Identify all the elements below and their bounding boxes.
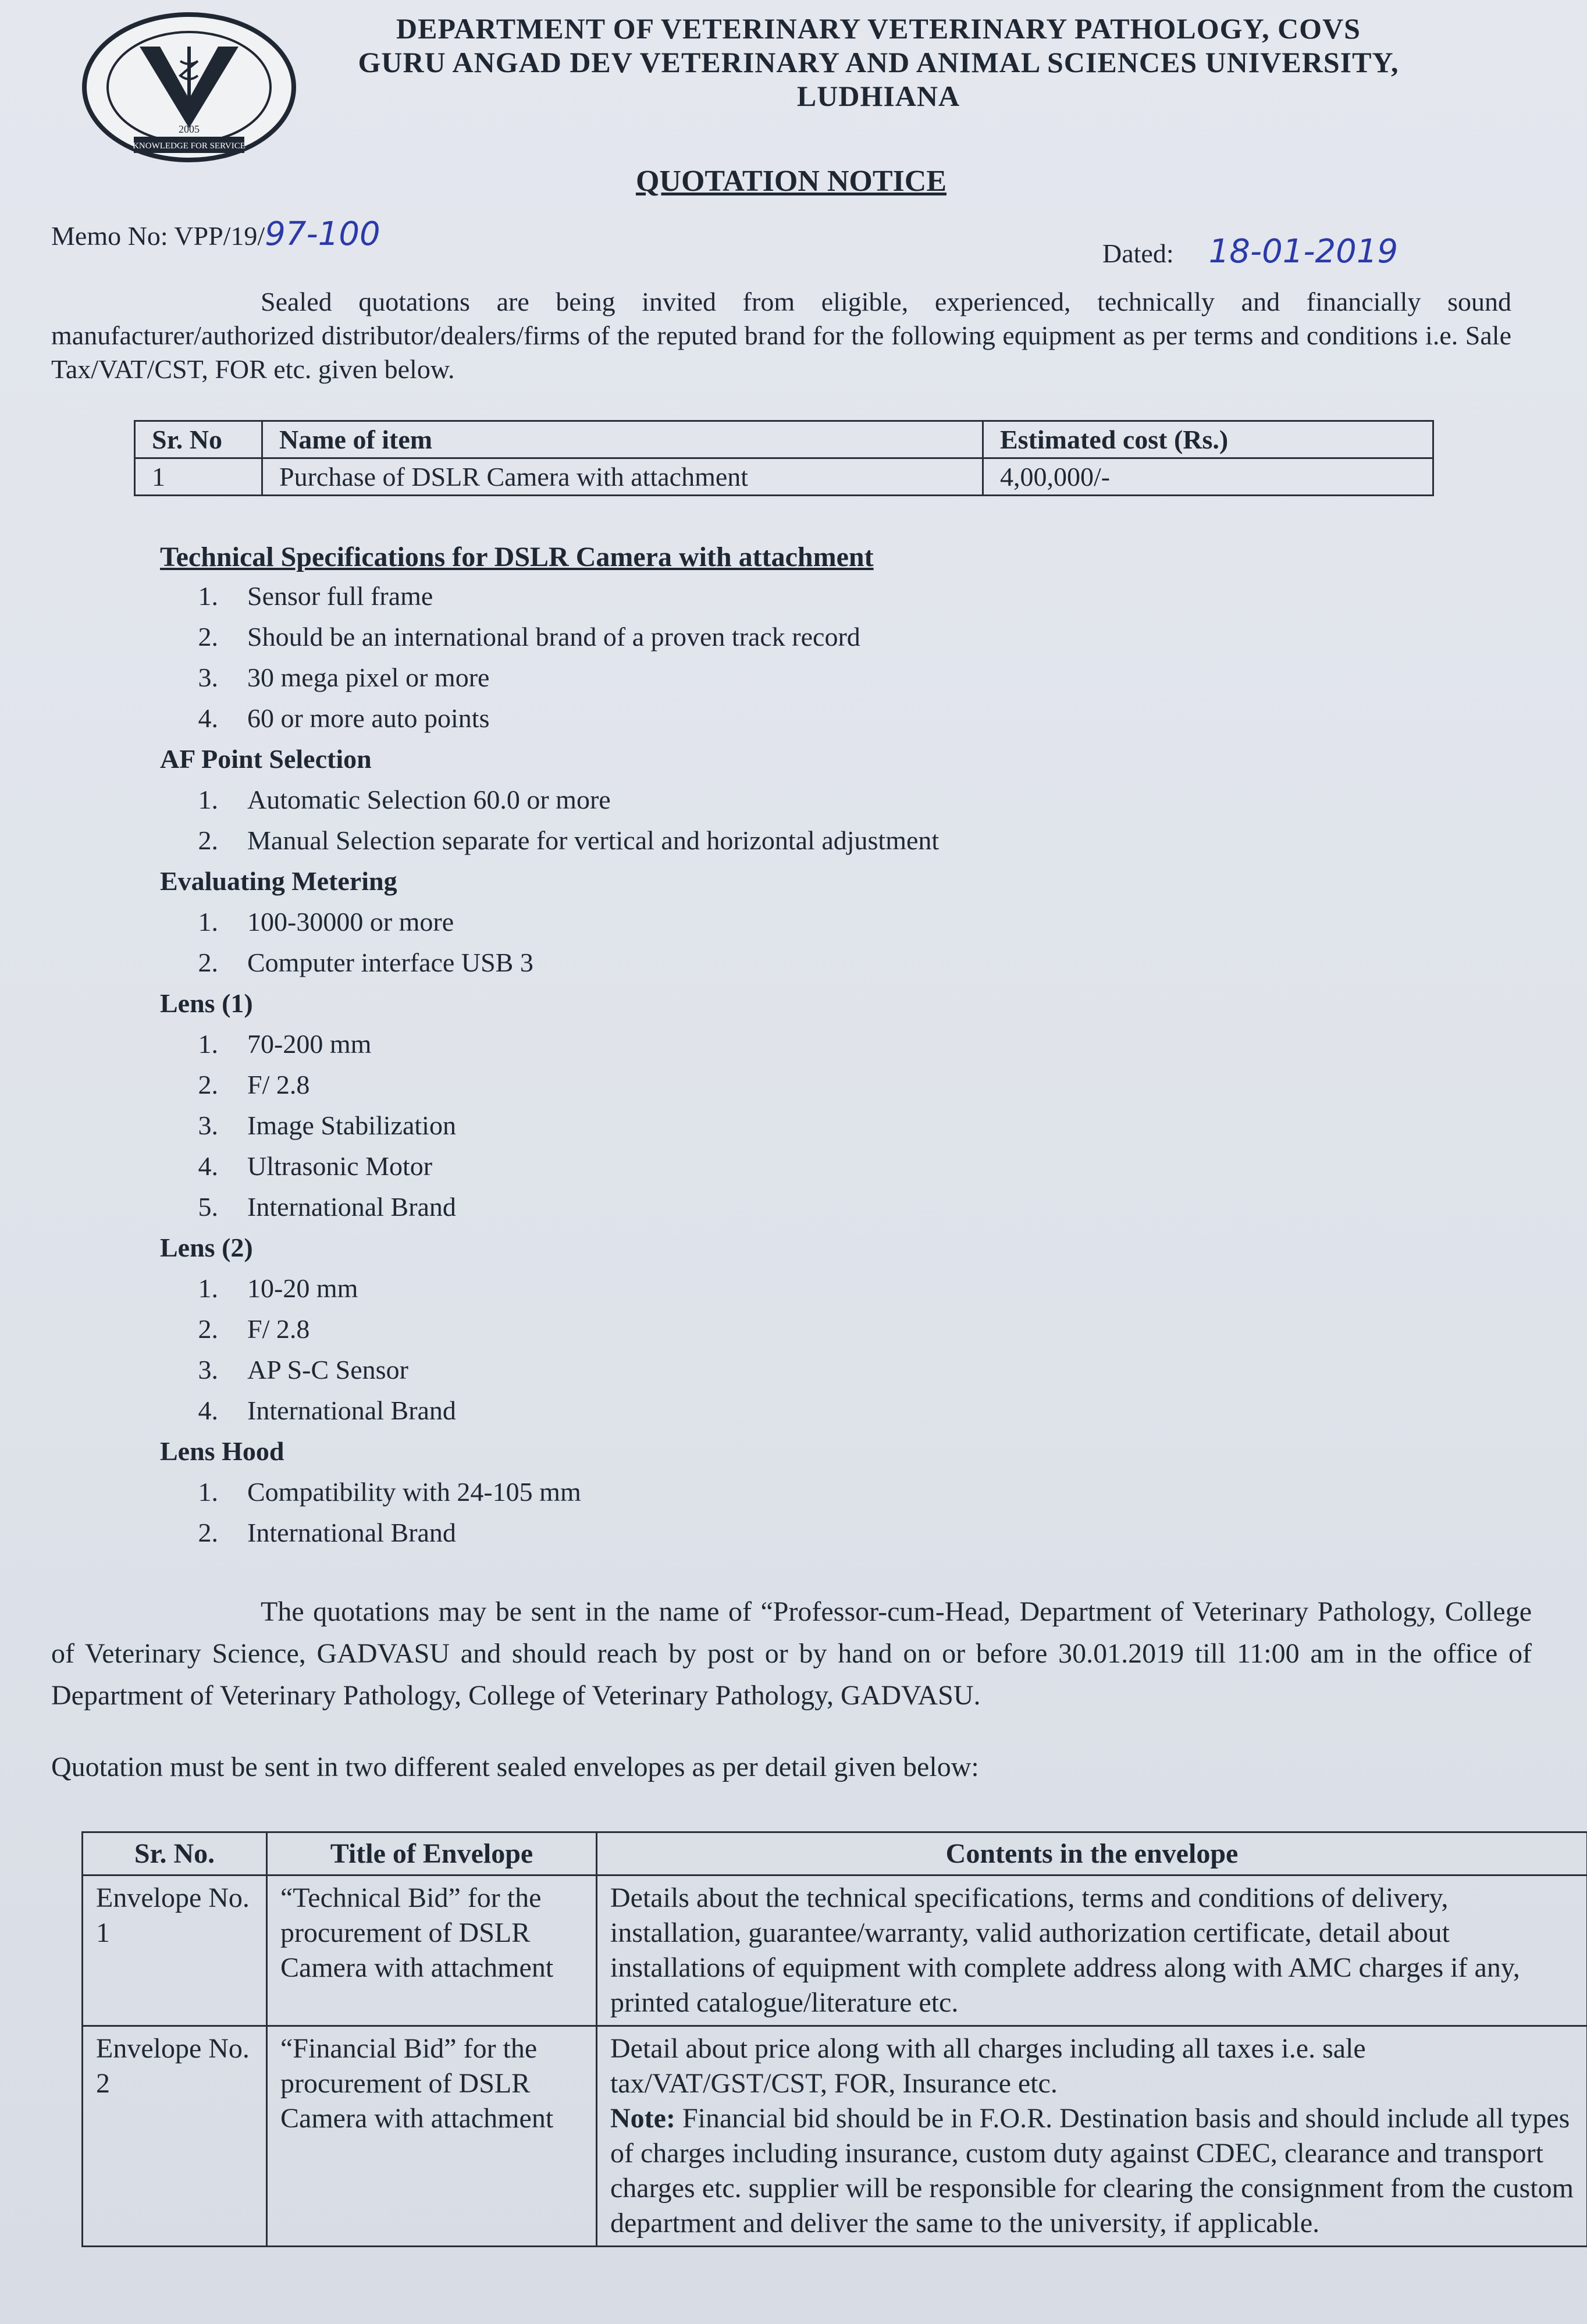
list-item: 4. Ultrasonic Motor bbox=[198, 1151, 433, 1181]
dated bbox=[1102, 233, 1398, 271]
memo-number bbox=[51, 215, 380, 253]
envelope-1-contents: Details about the technical specifications, terms and conditions of delivery, installation, guarantee/warranty, valid authorization certificate, detail about installations of equipment with complete address along with AMC charges if any, printed catalogue/literature etc. bbox=[597, 1875, 1587, 2026]
items-header-name: Name of item bbox=[262, 421, 983, 458]
envelope-2-contents: Detail about price along with all charges including all taxes i.e. sale tax/VAT/GST/CST, FOR, Insurance etc. bbox=[610, 2033, 1366, 2099]
university-logo bbox=[79, 12, 300, 175]
table-row bbox=[83, 1875, 1587, 2026]
list-item: 1. 100-30000 or more bbox=[198, 907, 454, 937]
envelope-1-title: “Technical Bid” for the procurement of DSLR Camera with attachment bbox=[267, 1875, 597, 2026]
section-heading-lens-1: Lens (1) bbox=[160, 988, 253, 1018]
logo-year: 2005 bbox=[179, 123, 200, 135]
intro-paragraph: Sealed quotations are being invited from eligible, experienced, technically and financially sound manufacturer/authorized distributor/dealers/firms of the reputed brand for the following equipment as per terms and conditions i.e. Sale Tax/VAT/CST, FOR etc. given below. bbox=[51, 287, 1511, 384]
list-item: 2. F/ 2.8 bbox=[198, 1070, 310, 1099]
envelope-header-sr: Sr. No. bbox=[83, 1832, 267, 1875]
list-item: 1. Automatic Selection 60.0 or more bbox=[198, 785, 611, 814]
section-heading-af-point: AF Point Selection bbox=[160, 744, 372, 774]
note-label: Note: bbox=[610, 2103, 675, 2134]
envelope-header-title: Title of Envelope bbox=[267, 1832, 597, 1875]
list-item: 1. 10-20 mm bbox=[198, 1273, 358, 1303]
envelope-1-sr: Envelope No. 1 bbox=[83, 1875, 267, 2026]
section-heading-lens-hood: Lens Hood bbox=[160, 1436, 284, 1466]
list-item: 2. Should be an international brand of a proven track record bbox=[198, 622, 860, 652]
envelope-2-note bbox=[610, 2101, 1574, 2241]
items-cell-cost: 4,00,000/- bbox=[983, 458, 1433, 496]
logo-motto: KNOWLEDGE FOR SERVICE bbox=[133, 141, 245, 151]
list-item: 5. International Brand bbox=[198, 1192, 456, 1222]
list-item: 1. 70-200 mm bbox=[198, 1029, 372, 1059]
header-line-3: LUDHIANA bbox=[796, 80, 960, 112]
header-line-2: GURU ANGAD DEV VETERINARY AND ANIMAL SCIENCES UNIVERSITY, bbox=[358, 46, 1399, 79]
dated-handwritten-value: 18-01-2019 bbox=[1208, 233, 1399, 271]
list-item: 2. Computer interface USB 3 bbox=[198, 948, 533, 977]
memo-label: Memo No: VPP/19/ bbox=[51, 221, 265, 251]
list-item: 3. Image Stabilization bbox=[198, 1111, 456, 1140]
section-heading-lens-2: Lens (2) bbox=[160, 1233, 253, 1262]
table-row bbox=[83, 2026, 1587, 2247]
list-item: 1. Sensor full frame bbox=[198, 581, 433, 611]
table-row bbox=[135, 458, 1433, 496]
note-text: Financial bid should be in F.O.R. Destination basis and should include all types of charges including insurance, custom duty against CDEC, clearance and transport charges etc. supplier will be responsible for clearing the consignment from the custom department and deliver the same to the university, if applicable. bbox=[610, 2103, 1574, 2238]
items-table bbox=[134, 420, 1434, 496]
envelope-2-title: “Financial Bid” for the procurement of DSLR Camera with attachment bbox=[267, 2026, 597, 2247]
notice-title: QUOTATION NOTICE bbox=[635, 165, 947, 198]
envelope-2-sr: Envelope No. 2 bbox=[83, 2026, 267, 2247]
list-item: 2. Manual Selection separate for vertical and horizontal adjustment bbox=[198, 825, 940, 855]
dated-label: Dated: bbox=[1102, 239, 1174, 268]
items-cell-sr: 1 bbox=[135, 458, 262, 496]
envelope-header-contents: Contents in the envelope bbox=[597, 1832, 1587, 1875]
envelope-2-contents-cell bbox=[597, 2026, 1587, 2247]
list-item: 2. F/ 2.8 bbox=[198, 1314, 310, 1344]
list-item: 4. 60 or more auto points bbox=[198, 703, 490, 733]
envelope-table bbox=[81, 1831, 1587, 2247]
spec-title: Technical Specifications for DSLR Camera with attachment bbox=[160, 542, 874, 572]
items-header-cost: Estimated cost (Rs.) bbox=[983, 421, 1433, 458]
items-header-sr: Sr. No bbox=[135, 421, 262, 458]
list-item: 3. AP S-C Sensor bbox=[198, 1355, 408, 1385]
list-item: 2. International Brand bbox=[198, 1518, 456, 1547]
list-item: 1. Compatibility with 24-105 mm bbox=[198, 1477, 581, 1507]
submission-paragraph: The quotations may be sent in the name of “Professor-cum-Head, Department of Veterinary Pathology, College of Veterinary Science, GADVASU and should reach by post or by hand on or before 30.01.2019 till 11:00 am in the office of Department of Veterinary Pathology, College of Veterinary Pathology, GADVASU. bbox=[51, 1596, 1532, 1711]
document-header bbox=[303, 12, 1454, 113]
section-heading-metering: Evaluating Metering bbox=[160, 866, 397, 896]
envelope-intro: Quotation must be sent in two different sealed envelopes as per detail given below: bbox=[51, 1752, 979, 1782]
list-item: 4. International Brand bbox=[198, 1396, 456, 1425]
specifications-list bbox=[160, 576, 1323, 1553]
memo-handwritten-number: 97-100 bbox=[265, 215, 380, 253]
items-cell-name: Purchase of DSLR Camera with attachment bbox=[262, 458, 983, 496]
list-item: 3. 30 mega pixel or more bbox=[198, 663, 490, 692]
header-line-1: DEPARTMENT OF VETERINARY VETERINARY PATHOLOGY, COVS bbox=[396, 12, 1361, 45]
